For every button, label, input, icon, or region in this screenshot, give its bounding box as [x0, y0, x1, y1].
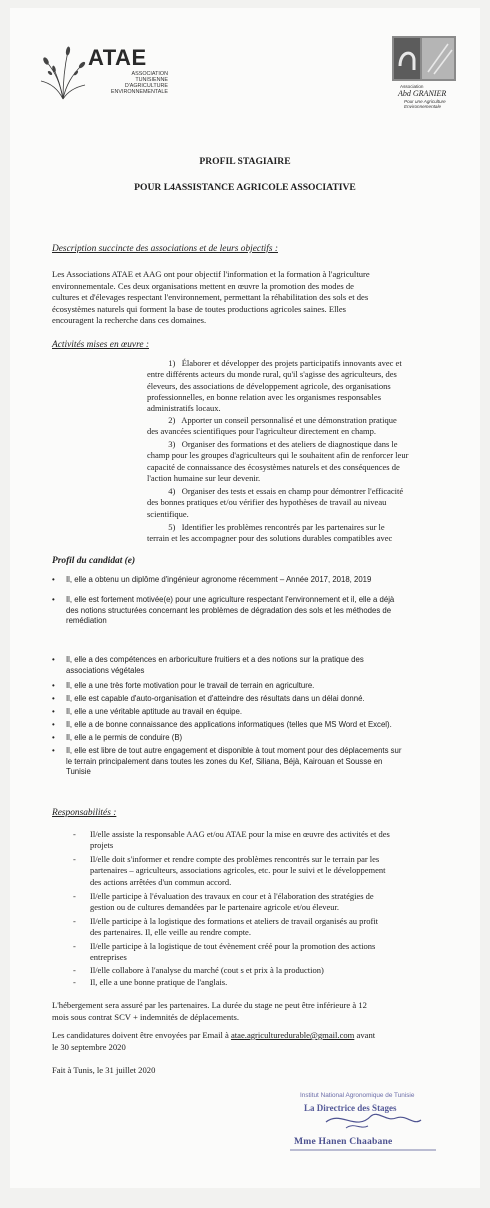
activity-item-2: 2) Apporter un conseil personnalisé et une démonstration pratique des avancées scientifiques pour l'agriculteur directement en champ. — [147, 415, 397, 437]
stamp-name: Mme Hanen Chaabane — [294, 1136, 393, 1147]
document-title: PROFIL STAGIAIRE — [199, 156, 291, 167]
document-subtitle: POUR L4ASSISTANCE AGRICOLE ASSOCIATIVE — [134, 182, 356, 193]
profile-item: • Il, elle a de bonne connaissance des applications informatiques (telles que MS Word et Excel). — [52, 720, 392, 729]
bullet-icon: • — [52, 746, 55, 755]
responsibility-item: - Il/elle participe à la logistique de tout évènement créé pour la promotion des actions entreprises — [73, 941, 376, 963]
responsibility-item: - Il/elle doit s'informer et rendre compte des problèmes rencontrés sur le terrain par les partenaires – agriculteurs, associations agricoles, etc. pour le suivi et le développement des actions arrêtées d'un commun accord. — [73, 854, 386, 887]
profile-item: • Il, elle a une véritable aptitude au travail en équipe. — [52, 707, 242, 716]
bullet-icon: • — [52, 595, 55, 604]
bullet-icon: • — [52, 655, 55, 664]
signature-stamp — [286, 1092, 446, 1172]
bullet-icon: • — [52, 694, 55, 703]
responsibility-item: - Il/elle participe à la logistique des formations et ateliers de travail organisés au profit des partenaires. Il, elle veille au rendre compte. — [73, 916, 379, 938]
responsibilities-heading: Responsabilités : — [52, 808, 117, 818]
profile-item: • Il, elle est capable d'auto-organisation et d'atteindre des résultats dans un délai donné. — [52, 694, 365, 703]
profile-item: • Il, elle a des compétences en arboriculture fruitiers et a des notions sur la pratique des associations végétales — [52, 655, 364, 675]
description-heading: Description succincte des associations et de leurs objectifs : — [52, 244, 278, 254]
activity-item-5: 5) Identifier les problèmes rencontrés par les partenaires sur le terrain et les accompagner pour des solutions durables compatibles avec — [147, 522, 393, 544]
responsibility-item: - Il/elle collabore à l'analyse du marché (cout s et prix à la production) — [73, 965, 324, 975]
atae-logo — [38, 43, 178, 103]
responsibility-item: - Il/elle participe à l'évaluation des travaux en cour et à l'élaboration des stratégies de gestion ou de cultures demandées par le partenaire agricole et/ou éleveur. — [73, 891, 374, 913]
activity-item-1: 1) Élaborer et développer des projets participatifs innovants avec et entre différents acteurs du monde rural, qu'il s'agisse des agriculteurs, des éleveurs, des associations de développement agricole, des organisations professionnelles, en bonne relation avec les organismes responsables administratifs locaux. — [147, 358, 402, 414]
logo-subtitle: ASSOCIATION TUNISIENNE D'AGRICULTURE ENVIRONNEMENTALE — [110, 71, 168, 95]
bullet-icon: • — [52, 575, 55, 584]
stamp-institute: Institut National Agronomique de Tunisie — [300, 1092, 415, 1099]
profile-item: • Il, elle a une très forte motivation pour le travail de terrain en agriculture. — [52, 681, 315, 690]
stamp-role: La Directrice des Stages — [304, 1103, 397, 1113]
profile-item: • Il, elle est fortement motivée(e) pour une agriculture respectant l'environnement et il, elle a déjà des notions structurées concernant les problèmes de dégradation des sols et les méthodes de remédiation — [52, 595, 395, 626]
logo-caption-tag: Pour une Agriculture Environnementale — [404, 99, 446, 109]
document-page — [10, 8, 480, 1188]
bullet-icon: • — [52, 733, 55, 742]
activity-item-4: 4) Organiser des tests et essais en champ pour démontrer l'efficacité des bonnes pratiques et/ou vérifier des hypothèses de travail au niveau scientifique. — [147, 486, 404, 519]
activities-heading: Activités mises en œuvre : — [52, 340, 150, 350]
application-paragraph: Les candidatures doivent être envoyées par Email à atae.agriculturedurable@gmail.com avant le 30 septembre 2020 — [52, 1030, 376, 1052]
aag-logo — [392, 36, 472, 116]
profile-item: • Il, elle est libre de tout autre engagement et disponible à tout moment pour des déplacements sur le terrain principalement dans toutes les zones du Kef, Siliana, Béjà, Kairouan et Sousse en Tunisie — [52, 746, 402, 777]
logo-caption-small: Association — [400, 84, 424, 89]
responsibility-item: - Il/elle assiste la responsable AAG et/ou ATAE pour la mise en œuvre des activités et des projets — [73, 829, 390, 851]
profile-item: • Il, elle a le permis de conduire (B) — [52, 733, 183, 742]
place-date: Fait à Tunis, le 31 juillet 2020 — [52, 1065, 156, 1075]
description-paragraph: Les Associations ATAE et AAG ont pour objectif l'information et la formation à l'agriculture environnementale. Ces deux organisations mettent en œuvre la promotion des modes de cultures et d'élevages respectant l'environnement, permettant la réhabilitation des sols et des écosystèmes naturels qui forment la base de toutes productions agricoles saines. Elles encouragent la recherche dans ces domaines. — [52, 269, 370, 326]
profile-heading: Profil du candidat (e) — [52, 556, 136, 566]
bullet-icon: • — [52, 681, 55, 690]
responsibility-item: - Il, elle a une bonne pratique de l'anglais. — [73, 977, 228, 987]
bullet-icon: • — [52, 720, 55, 729]
bullet-icon: • — [52, 707, 55, 716]
aag-emblem-icon — [392, 36, 456, 81]
logo-caption-name: Abd GRANIER — [398, 89, 447, 98]
contact-email-link[interactable]: atae.agriculturedurable@gmail.com — [230, 1030, 355, 1040]
profile-item: • Il, elle a obtenu un diplôme d'ingénieur agronome récemment – Année 2017, 2018, 2019 — [52, 575, 372, 584]
logo-acronym: ATAE — [88, 45, 147, 70]
housing-paragraph: L'hébergement sera assuré par les partenaires. La durée du stage ne peut être inférieure à 12 mois sous contrat SCV + indemnités de déplacements. — [52, 1000, 367, 1022]
activity-item-3: 3) Organiser des formations et des ateliers de diagnostique dans le champ pour les groupes d'agriculteurs qui le souhaitent afin de renforcer leur capacité de connaissance des écosystèmes naturels et des conséquences de l'action humaine sur leur devenir. — [147, 439, 409, 483]
